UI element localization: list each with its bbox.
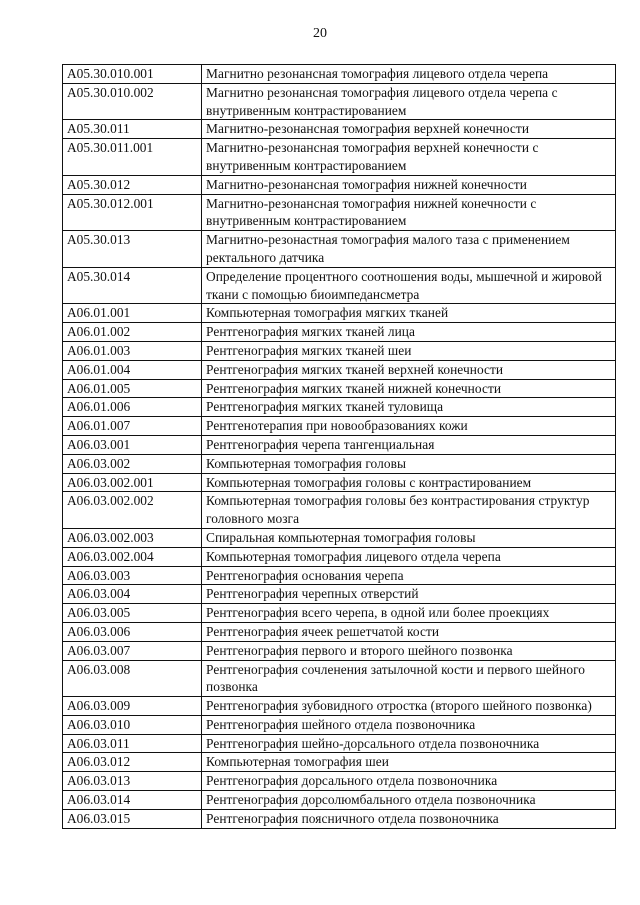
table-row (63, 604, 616, 623)
service-name: Рентгенография основания черепа (202, 566, 616, 585)
service-name: Магнитно резонансная томография лицевого отдела черепа (202, 65, 616, 84)
service-code: A05.30.013 (63, 231, 202, 268)
services-table-body (63, 65, 616, 829)
table-row (63, 231, 616, 268)
table-row (63, 120, 616, 139)
service-name: Компьютерная томография мягких тканей (202, 304, 616, 323)
service-name: Магнитно-резонастная томография малого таза с применением ректального датчика (202, 231, 616, 268)
service-name: Рентгенография первого и второго шейного позвонка (202, 641, 616, 660)
table-row (63, 454, 616, 473)
service-code: A06.03.002.004 (63, 547, 202, 566)
service-name: Магнитно-резонансная томография нижней конечности (202, 175, 616, 194)
service-code: A06.03.014 (63, 791, 202, 810)
service-name: Рентгенография зубовидного отростка (второго шейного позвонка) (202, 697, 616, 716)
table-row (63, 715, 616, 734)
service-name: Рентгенография шейно-дорсального отдела позвоночника (202, 734, 616, 753)
service-name: Рентгенография ячеек решетчатой кости (202, 622, 616, 641)
service-code: A06.03.015 (63, 809, 202, 828)
table-row (63, 753, 616, 772)
service-name: Рентгенотерапия при новообразованиях кожи (202, 417, 616, 436)
service-name: Рентгенография мягких тканей шеи (202, 341, 616, 360)
table-row (63, 566, 616, 585)
service-name: Компьютерная томография головы (202, 454, 616, 473)
table-row (63, 809, 616, 828)
service-code: A06.03.007 (63, 641, 202, 660)
table-row (63, 139, 616, 176)
table-row (63, 492, 616, 529)
service-code: A06.03.002.003 (63, 528, 202, 547)
service-name: Рентгенография мягких тканей нижней конечности (202, 379, 616, 398)
service-name: Рентгенография дорсального отдела позвоночника (202, 772, 616, 791)
service-code: A06.01.001 (63, 304, 202, 323)
table-row (63, 697, 616, 716)
table-row (63, 323, 616, 342)
service-code: A06.01.003 (63, 341, 202, 360)
table-row (63, 585, 616, 604)
service-name: Рентгенография мягких тканей лица (202, 323, 616, 342)
service-code: A06.03.002 (63, 454, 202, 473)
table-row (63, 360, 616, 379)
service-code: A06.03.001 (63, 435, 202, 454)
table-row (63, 622, 616, 641)
table-row (63, 547, 616, 566)
service-name: Рентгенография сочленения затылочной кости и первого шейного позвонка (202, 660, 616, 697)
table-row (63, 791, 616, 810)
service-name: Рентгенография мягких тканей туловища (202, 398, 616, 417)
service-code: A05.30.011.001 (63, 139, 202, 176)
table-row (63, 379, 616, 398)
service-code: A06.03.002.002 (63, 492, 202, 529)
table-row (63, 641, 616, 660)
service-code: A06.03.011 (63, 734, 202, 753)
service-name: Спиральная компьютерная томография головы (202, 528, 616, 547)
service-name: Компьютерная томография головы с контрастированием (202, 473, 616, 492)
service-code: A05.30.010.002 (63, 83, 202, 120)
table-row (63, 660, 616, 697)
service-code: A06.01.006 (63, 398, 202, 417)
service-code: A06.03.008 (63, 660, 202, 697)
service-code: A06.01.002 (63, 323, 202, 342)
service-code: A06.03.013 (63, 772, 202, 791)
table-row (63, 772, 616, 791)
service-code: A06.03.009 (63, 697, 202, 716)
services-table (62, 64, 616, 829)
service-name: Определение процентного соотношения воды, мышечной и жировой ткани с помощью биоимпедансметра (202, 267, 616, 304)
service-name: Магнитно-резонансная томография верхней конечности с внутривенным контрастированием (202, 139, 616, 176)
table-row (63, 175, 616, 194)
service-code: A05.30.011 (63, 120, 202, 139)
service-name: Компьютерная томография лицевого отдела черепа (202, 547, 616, 566)
service-code: A06.03.003 (63, 566, 202, 585)
table-row (63, 734, 616, 753)
table-row (63, 528, 616, 547)
service-code: A06.03.002.001 (63, 473, 202, 492)
service-code: A05.30.012.001 (63, 194, 202, 231)
service-name: Магнитно-резонансная томография верхней конечности (202, 120, 616, 139)
table-row (63, 398, 616, 417)
service-name: Рентгенография всего черепа, в одной или более проекциях (202, 604, 616, 623)
service-name: Компьютерная томография шеи (202, 753, 616, 772)
table-row (63, 65, 616, 84)
table-row (63, 194, 616, 231)
service-code: A06.01.005 (63, 379, 202, 398)
service-name: Рентгенография шейного отдела позвоночника (202, 715, 616, 734)
table-row (63, 304, 616, 323)
service-code: A06.01.004 (63, 360, 202, 379)
service-name: Рентгенография поясничного отдела позвоночника (202, 809, 616, 828)
table-row (63, 473, 616, 492)
service-code: A06.03.010 (63, 715, 202, 734)
table-row (63, 417, 616, 436)
service-name: Рентгенография дорсолюмбального отдела позвоночника (202, 791, 616, 810)
service-name: Магнитно-резонансная томография нижней конечности с внутривенным контрастированием (202, 194, 616, 231)
service-code: A06.03.006 (63, 622, 202, 641)
page-number: 20 (313, 26, 327, 41)
service-code: A06.01.007 (63, 417, 202, 436)
service-code: A05.30.014 (63, 267, 202, 304)
table-row (63, 435, 616, 454)
table-row (63, 83, 616, 120)
service-name: Магнитно резонансная томография лицевого отдела черепа с внутривенным контрастированием (202, 83, 616, 120)
service-name: Рентгенография черепа тангенциальная (202, 435, 616, 454)
service-code: A06.03.004 (63, 585, 202, 604)
service-code: A05.30.010.001 (63, 65, 202, 84)
table-row (63, 267, 616, 304)
service-name: Рентгенография черепных отверстий (202, 585, 616, 604)
service-name: Компьютерная томография головы без контрастирования структур головного мозга (202, 492, 616, 529)
service-code: A06.03.005 (63, 604, 202, 623)
service-code: A05.30.012 (63, 175, 202, 194)
service-code: A06.03.012 (63, 753, 202, 772)
service-name: Рентгенография мягких тканей верхней конечности (202, 360, 616, 379)
table-row (63, 341, 616, 360)
